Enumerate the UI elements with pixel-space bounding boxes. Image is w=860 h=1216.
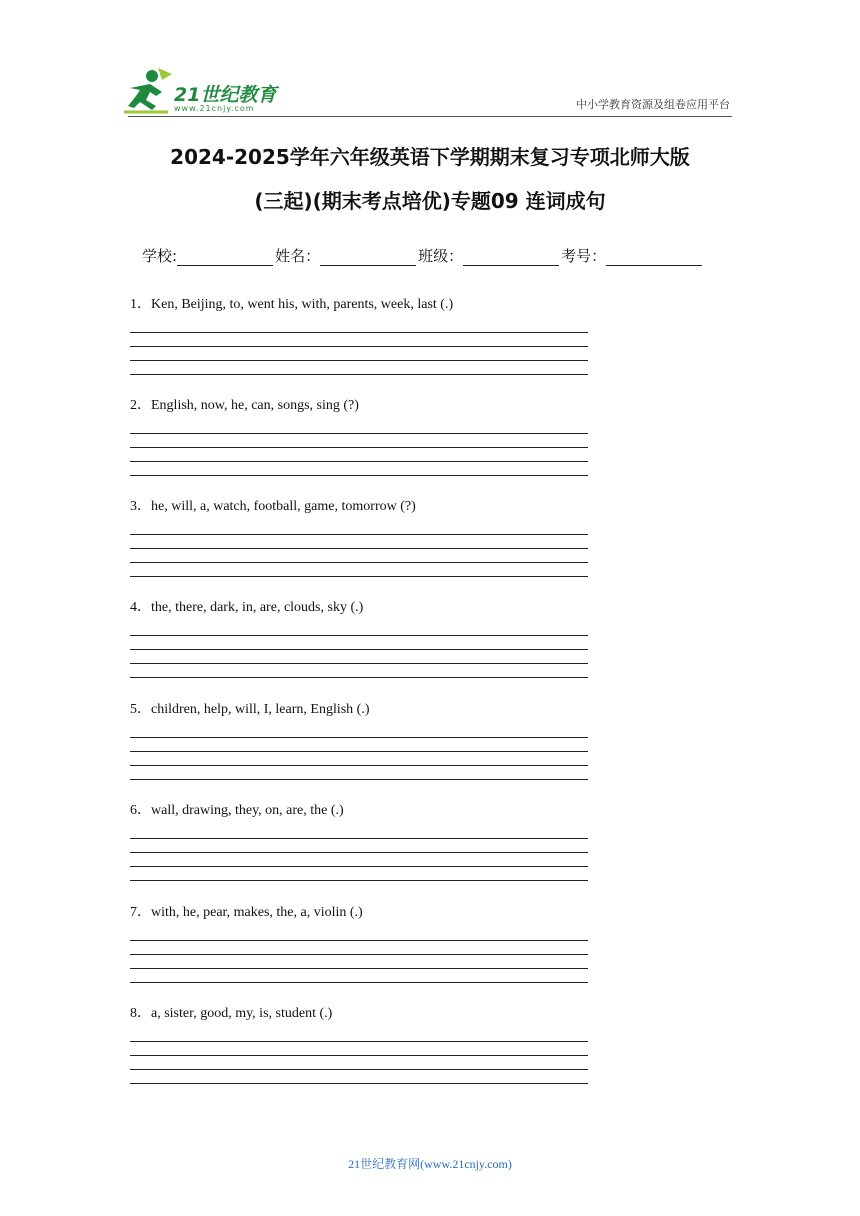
question-4	[130, 597, 590, 678]
answer-line[interactable]	[130, 1083, 588, 1084]
answer-line[interactable]	[130, 838, 588, 839]
answer-line[interactable]	[130, 1055, 588, 1056]
answer-line[interactable]	[130, 447, 588, 448]
answer-line[interactable]	[130, 866, 588, 867]
question-8	[130, 1003, 590, 1084]
answer-line[interactable]	[130, 940, 588, 941]
student-info-row	[142, 245, 704, 266]
answer-line[interactable]	[130, 765, 588, 766]
class-blank[interactable]	[463, 248, 559, 266]
answer-line[interactable]	[130, 461, 588, 462]
answer-line[interactable]	[130, 635, 588, 636]
answer-line[interactable]	[130, 677, 588, 678]
answer-line[interactable]	[130, 880, 588, 881]
answer-line[interactable]	[130, 751, 588, 752]
answer-line[interactable]	[130, 954, 588, 955]
answer-line[interactable]	[130, 374, 588, 375]
question-1	[130, 294, 590, 375]
answer-line[interactable]	[130, 360, 588, 361]
platform-name: 中小学教育资源及组卷应用平台	[576, 98, 730, 111]
question-text: 8．a, sister, good, my, is, student (.)	[130, 1006, 333, 1021]
page-title-line-1: 2024-2025学年六年级英语下学期期末复习专项北师大版	[170, 145, 690, 169]
logo	[122, 66, 292, 116]
answer-line[interactable]	[130, 475, 588, 476]
question-text: 7．with, he, pear, makes, the, a, violin (.)	[130, 905, 363, 920]
school-label: 学校:	[142, 247, 178, 265]
answer-line[interactable]	[130, 968, 588, 969]
runner-logo-icon	[122, 66, 174, 116]
name-blank[interactable]	[320, 248, 416, 266]
answer-line[interactable]	[130, 779, 588, 780]
page-title-line-2: (三起)(期末考点培优)专题09 连词成句	[254, 189, 606, 213]
logo-url: www.21cnjy.com	[174, 104, 255, 113]
question-text: 4．the, there, dark, in, are, clouds, sky (.)	[130, 600, 364, 615]
answer-line[interactable]	[130, 982, 588, 983]
answer-line[interactable]	[130, 1041, 588, 1042]
answer-line[interactable]	[130, 663, 588, 664]
school-blank[interactable]	[177, 248, 273, 266]
question-2	[130, 395, 590, 476]
number-label: 考号：	[561, 247, 607, 265]
answer-line[interactable]	[130, 1069, 588, 1070]
answer-line[interactable]	[130, 562, 588, 563]
number-blank[interactable]	[606, 248, 702, 266]
question-7	[130, 902, 590, 983]
answer-line[interactable]	[130, 548, 588, 549]
answer-line[interactable]	[130, 737, 588, 738]
answer-line[interactable]	[130, 649, 588, 650]
answer-line[interactable]	[130, 332, 588, 333]
question-text: 5．children, help, will, I, learn, English (.)	[130, 702, 370, 717]
answer-line[interactable]	[130, 346, 588, 347]
header-divider	[128, 116, 732, 117]
question-text: 1．Ken, Beijing, to, went his, with, parents, week, last (.)	[130, 297, 454, 312]
question-text: 3．he, will, a, watch, football, game, tomorrow (?)	[130, 499, 416, 514]
answer-line[interactable]	[130, 433, 588, 434]
question-5	[130, 699, 590, 780]
page-header	[0, 0, 860, 120]
logo-text: 21世纪教育	[174, 84, 277, 106]
answer-line[interactable]	[130, 534, 588, 535]
answer-line[interactable]	[130, 576, 588, 577]
question-text: 6．wall, drawing, they, on, are, the (.)	[130, 803, 344, 818]
name-label: 姓名：	[275, 247, 321, 265]
question-3	[130, 496, 590, 577]
answer-line[interactable]	[130, 852, 588, 853]
question-text: 2．English, now, he, can, songs, sing (?)	[130, 398, 359, 413]
page-footer[interactable]: 21世纪教育网(www.21cnjy.com)	[348, 1157, 512, 1171]
question-6	[130, 800, 590, 881]
class-label: 班级：	[418, 247, 464, 265]
